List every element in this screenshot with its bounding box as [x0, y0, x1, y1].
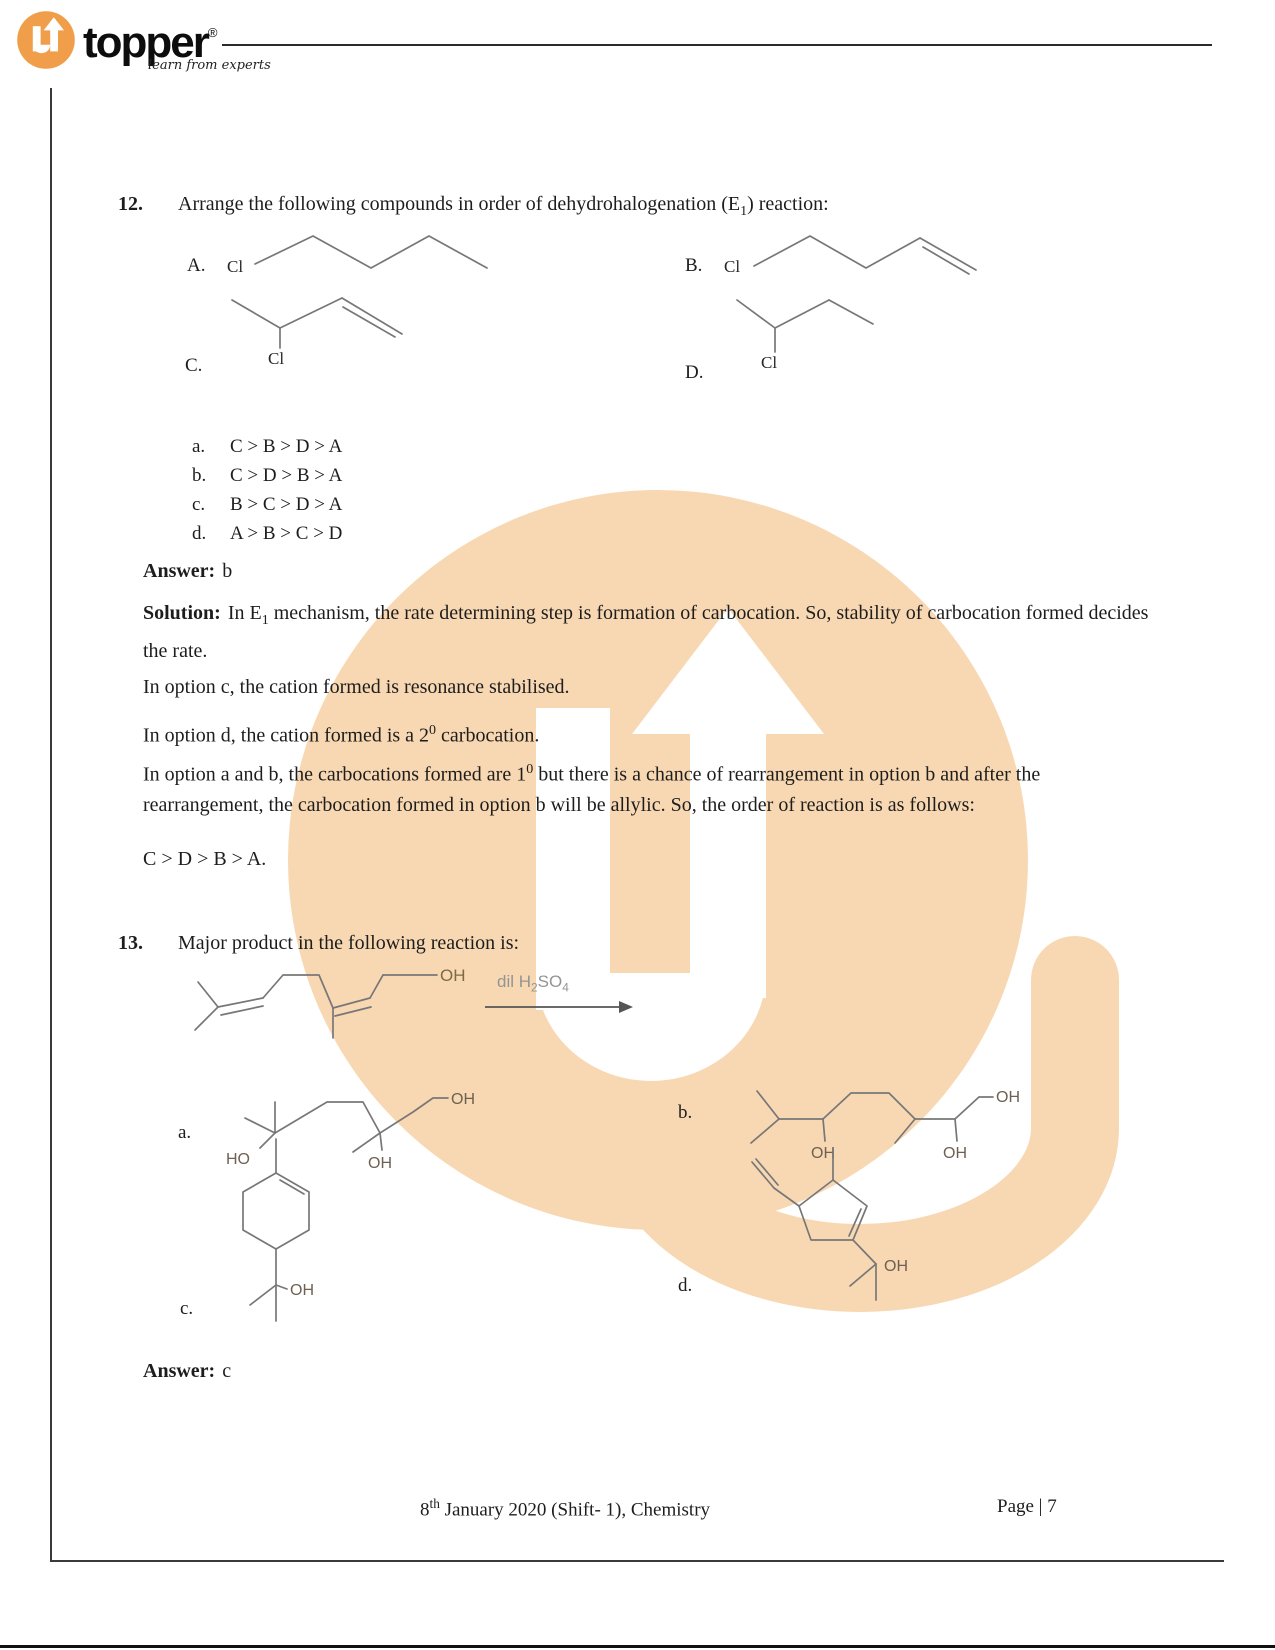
solution-paragraph-2: In option c, the cation formed is resonance stabilised.: [143, 676, 570, 698]
solution-paragraph-3: [143, 716, 1153, 751]
option-c-key: c.: [192, 494, 206, 515]
left-border-rule: [50, 88, 52, 1562]
hydroxyl-label: OH: [811, 1145, 835, 1162]
question-12-text-pre: Arrange the following compounds in order of dehydrohalogenation (E: [178, 193, 741, 215]
page-edge-rule: [0, 1645, 1275, 1648]
answer-12-value: b: [222, 560, 233, 582]
hydroxyl-label: OH: [451, 1091, 475, 1108]
solution-paragraph-4: [143, 755, 1153, 820]
answer-13-label: Answer:: [143, 1360, 216, 1382]
solution-p1-post: mechanism, the rate determining step is formation of carbocation. So, stability of carbocation formed decides the rate.: [143, 602, 1149, 662]
footer-date-post: January 2020 (Shift- 1), Chemistry: [439, 1499, 711, 1521]
solution-p4-superscript: 0: [526, 762, 534, 777]
structure-a-label: A.: [187, 255, 206, 276]
reagent-mid: SO: [537, 972, 563, 991]
logo-arrow-shaft: [50, 30, 58, 52]
option-13c-label: c.: [180, 1298, 194, 1319]
utopper-logo-icon: [16, 10, 76, 70]
reaction-arrow-icon: [483, 998, 635, 1016]
logo-circle: [17, 11, 75, 69]
brand-tagline: learn from experts: [148, 58, 271, 73]
option-a-value: C > B > D > A: [230, 436, 343, 457]
option-13d-label: d.: [678, 1275, 693, 1296]
hydroxyl-label: OH: [884, 1258, 908, 1275]
footer-date-superscript: th: [429, 1496, 440, 1511]
hydroxyl-label: OH: [440, 966, 466, 985]
chlorine-label: Cl: [268, 349, 285, 368]
molecule-geraniol-reactant: [185, 962, 495, 1047]
hydroxyl-label: OH: [368, 1155, 392, 1172]
brand-wordmark: [83, 11, 217, 65]
hydroxyl-label: HO: [226, 1151, 250, 1168]
solution-p3-pre: In option d, the cation formed is a 2: [143, 724, 430, 747]
structure-b-label: B.: [685, 255, 703, 276]
solution-p4-post: but there is a chance of rearrangement in option b and after the rearrangement, the carbocation formed in option b will be allylic. So, the order of reaction is as follows:: [143, 763, 1041, 816]
option-13b-label: b.: [678, 1102, 693, 1123]
answer-13-value: c: [222, 1360, 232, 1382]
option-b-value: C > D > B > A: [230, 465, 343, 486]
watermark-u-stem: [536, 708, 610, 1010]
reagent-sub2: 4: [562, 980, 569, 995]
question-12-text-post: ) reaction:: [747, 193, 829, 215]
chlorine-label: Cl: [761, 353, 778, 372]
solution-order: C > D > B > A.: [143, 848, 267, 870]
structure-c-label: C.: [185, 355, 203, 376]
question-13-number: 13.: [118, 932, 143, 954]
question-12-text: [178, 193, 829, 220]
option-d-key: d.: [192, 523, 207, 544]
molecule-13d-cyclopentene: [742, 1142, 932, 1307]
answer-12-label: Answer:: [143, 560, 216, 582]
bottom-border-rule: [50, 1560, 1224, 1562]
option-d-value: A > B > C > D: [230, 523, 343, 544]
question-13-text: Major product in the following reaction is:: [178, 932, 520, 954]
chlorine-label: Cl: [227, 257, 244, 276]
question-12-number: 12.: [118, 193, 143, 215]
question-12-subscript: 1: [740, 204, 748, 219]
reagent-pre: dil H: [497, 972, 532, 991]
footer-page-number: Page | 7: [997, 1496, 1057, 1517]
molecule-c-chlorobutene: [222, 286, 482, 416]
solution-p4-pre: In option a and b, the carbocations formed are 1: [143, 763, 527, 786]
hydroxyl-label: OH: [996, 1089, 1020, 1106]
hydroxyl-label: OH: [290, 1282, 314, 1299]
solution-paragraph-1: [143, 598, 1153, 666]
hydroxyl-label: OH: [943, 1145, 967, 1162]
option-c-value: B > C > D > A: [230, 494, 343, 515]
reagent-label: [497, 972, 569, 994]
footer-date-pre: 8: [420, 1499, 430, 1521]
solution-p1-pre: In E: [227, 602, 262, 624]
molecule-13c-terpineol: [233, 1133, 373, 1348]
solution-p3-post: carbocation.: [436, 724, 540, 747]
brand-name: topper: [83, 18, 208, 67]
header-rule: [222, 44, 1212, 46]
chlorine-label: Cl: [724, 257, 741, 276]
solution-p1-subscript: 1: [261, 613, 269, 628]
registered-mark: ®: [207, 25, 218, 40]
molecule-d-2-chlorobutane: [725, 288, 985, 418]
solution-p3-superscript: 0: [429, 723, 437, 738]
option-13a-label: a.: [178, 1122, 192, 1143]
structure-d-label: D.: [685, 362, 704, 383]
option-b-key: b.: [192, 465, 207, 486]
option-a-key: a.: [192, 436, 206, 457]
footer-date: [420, 1496, 710, 1521]
answer-13: [143, 1360, 231, 1383]
solution-label: Solution:: [143, 602, 221, 624]
answer-12: [143, 560, 232, 583]
reagent-sub1: 2: [531, 980, 538, 995]
